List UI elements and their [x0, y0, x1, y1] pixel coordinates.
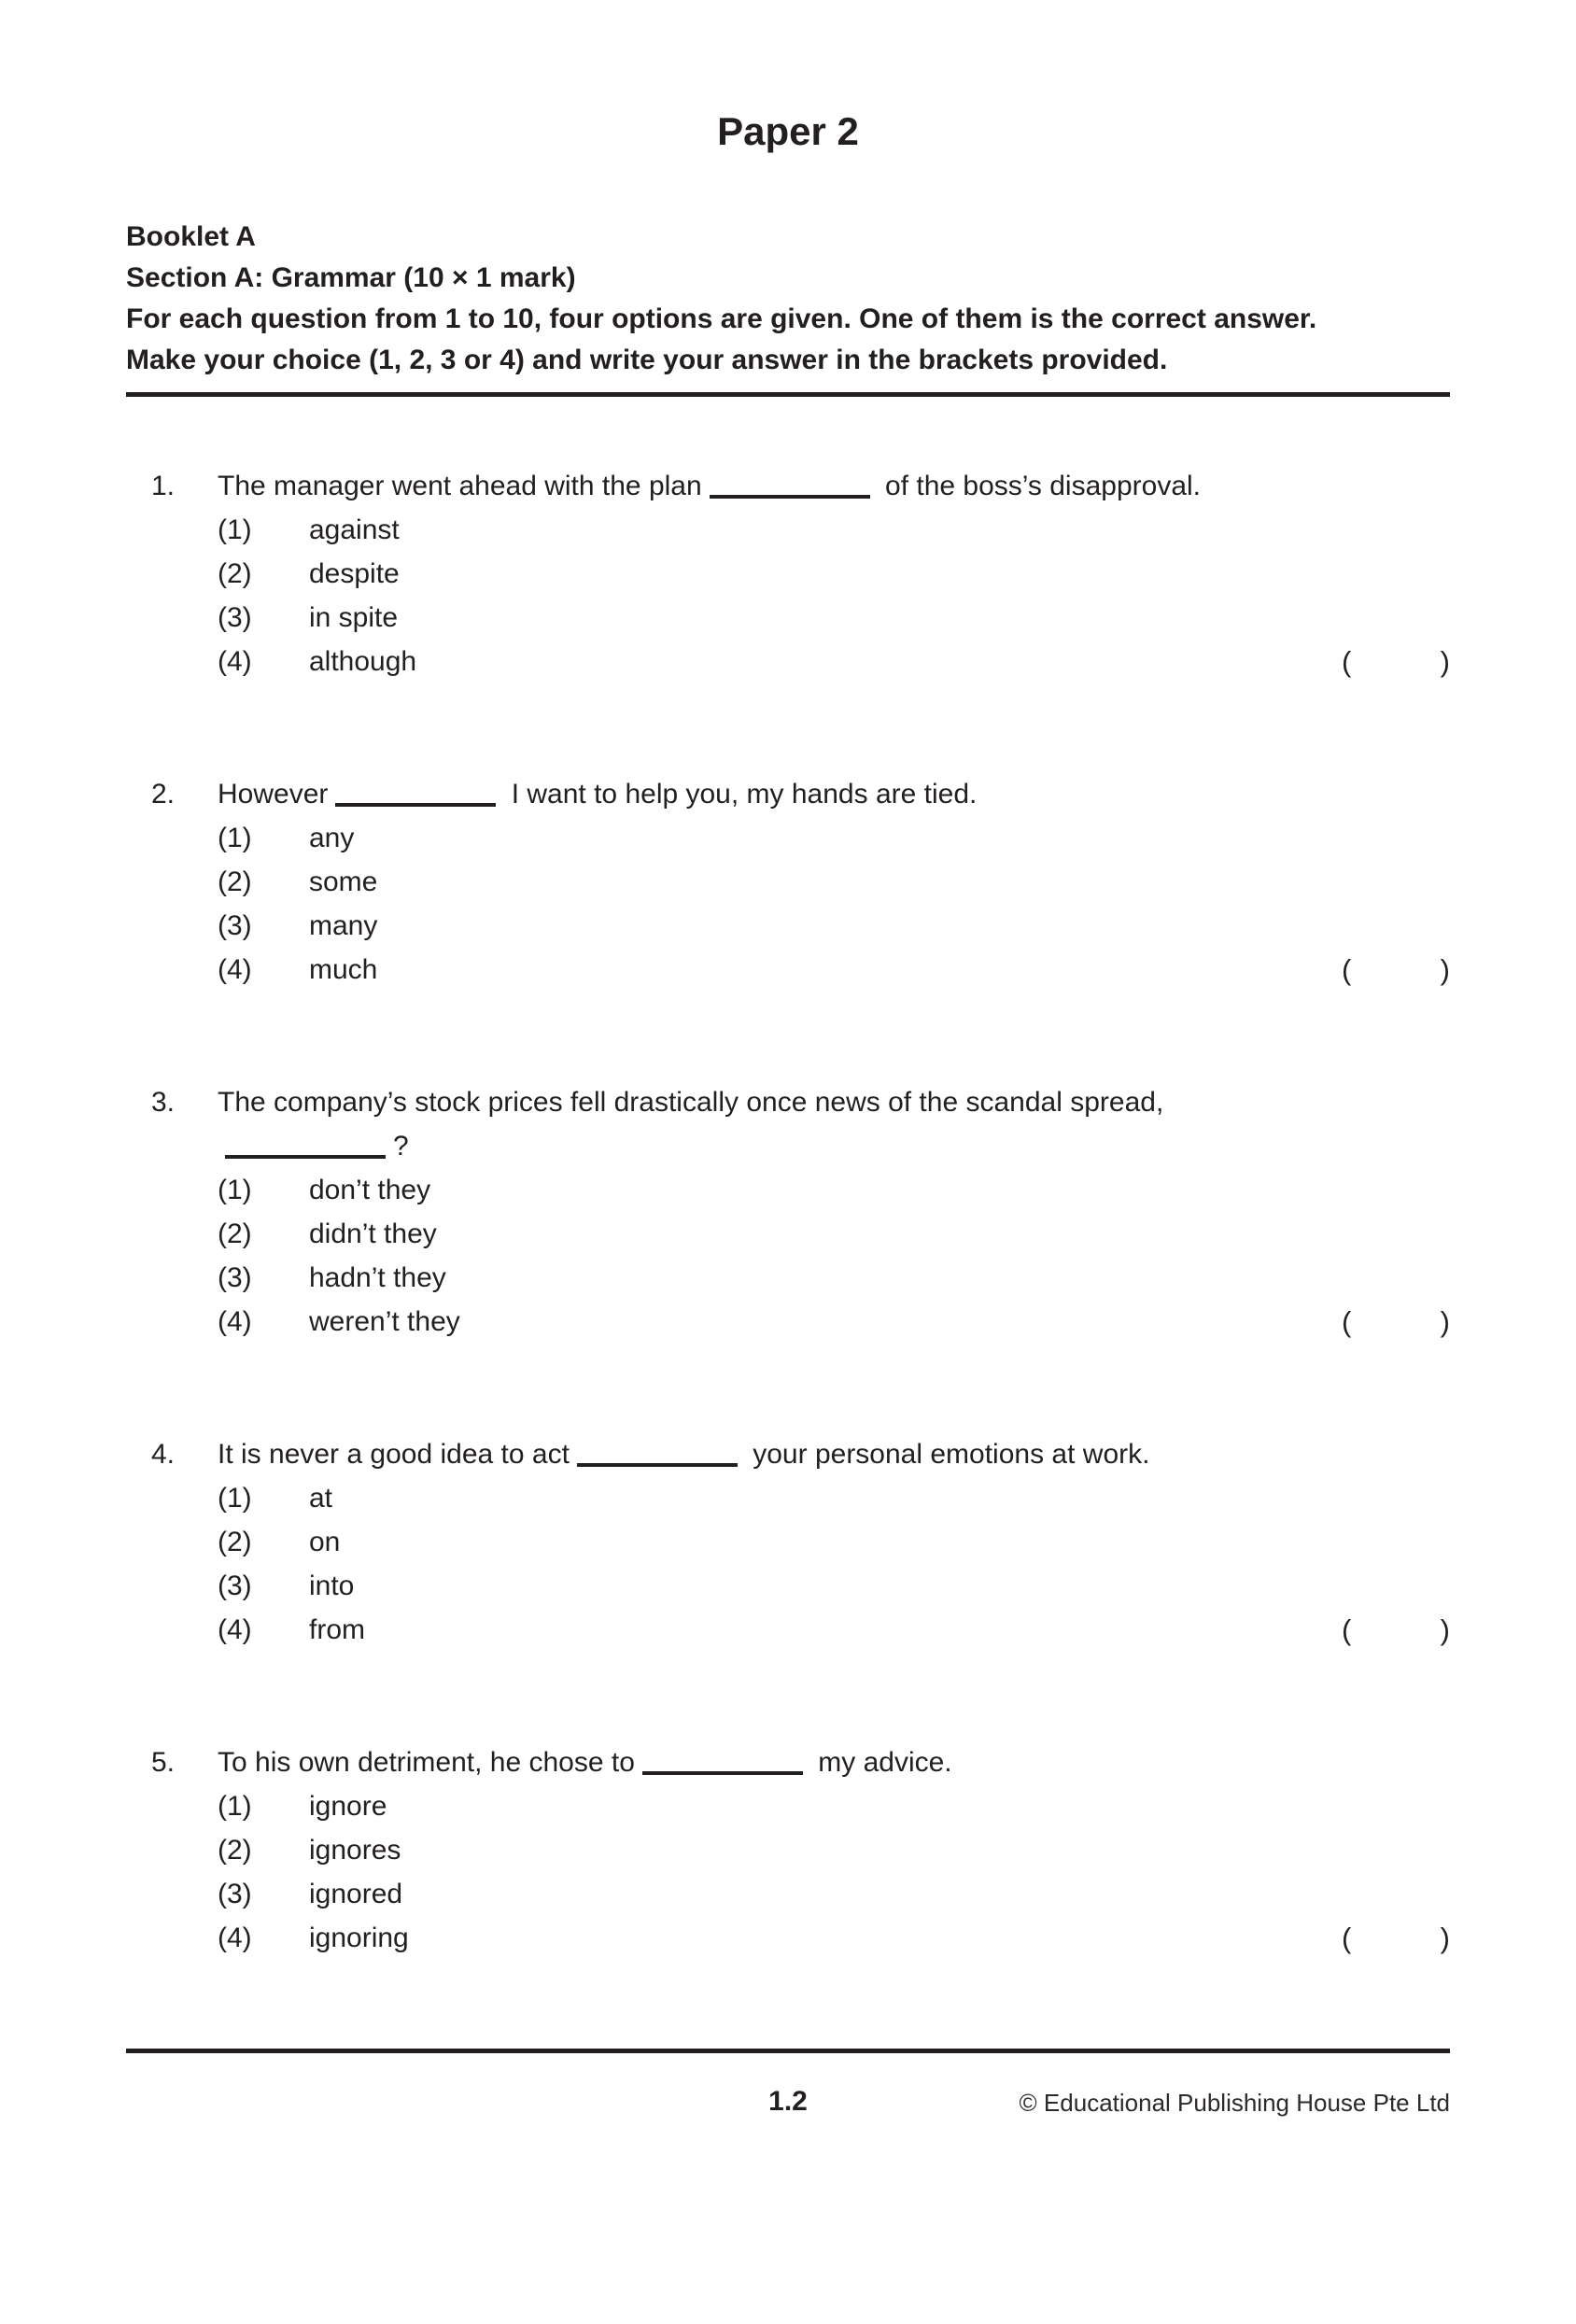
option-row	[218, 596, 1450, 640]
option-text: although	[309, 646, 417, 678]
option-row	[218, 1168, 1450, 1212]
bracket-close: )	[1440, 645, 1450, 679]
page-footer	[126, 2085, 1450, 2119]
bracket-open: (	[1342, 1305, 1352, 1339]
option-row	[218, 1212, 1450, 1256]
option-row	[218, 508, 1450, 552]
option-number: (4)	[218, 1923, 252, 1954]
option-number: (4)	[218, 646, 252, 678]
option-number: (2)	[218, 1527, 252, 1558]
option-number: (4)	[218, 1306, 252, 1338]
exam-page	[0, 108, 1576, 2119]
option-number: (3)	[218, 910, 252, 942]
option-row	[218, 1916, 1450, 1960]
answer-brackets	[1342, 1916, 1450, 1960]
questions	[126, 464, 1450, 1960]
option-text: ignored	[309, 1879, 403, 1910]
section-label: Section A: Grammar (10 × 1 mark)	[126, 262, 576, 294]
answer-blank	[642, 1745, 803, 1775]
question-body	[218, 1740, 1450, 1960]
option-number: (3)	[218, 602, 252, 634]
option-number: (1)	[218, 823, 252, 854]
question-text: ?	[218, 1124, 1450, 1168]
option-row	[218, 1564, 1450, 1608]
answer-brackets	[1342, 948, 1450, 992]
answer-brackets	[1342, 640, 1450, 683]
answer-blank	[335, 777, 496, 807]
option-row	[218, 1872, 1450, 1916]
option-number: (1)	[218, 1791, 252, 1823]
option-row	[218, 640, 1450, 683]
section-divider	[126, 392, 1450, 397]
option-number: (3)	[218, 1262, 252, 1294]
question-number: 2.	[151, 779, 176, 810]
bracket-close: )	[1440, 953, 1450, 987]
option-text: ignores	[309, 1835, 401, 1866]
option-row	[218, 552, 1450, 596]
question-body	[218, 1432, 1450, 1652]
answer-brackets	[1342, 1300, 1450, 1344]
footer-divider	[126, 2049, 1450, 2053]
option-number: (4)	[218, 1614, 252, 1646]
option-row	[218, 1300, 1450, 1344]
option-row	[218, 1608, 1450, 1652]
option-text: ignore	[309, 1791, 387, 1823]
question	[126, 464, 1450, 683]
option-row	[218, 1828, 1450, 1872]
copyright-notice: © Educational Publishing House Pte Ltd	[1019, 2089, 1450, 2118]
bracket-open: (	[1342, 1922, 1352, 1955]
option-number: (1)	[218, 514, 252, 546]
bracket-close: )	[1440, 1922, 1450, 1955]
option-number: (3)	[218, 1570, 252, 1602]
answer-brackets	[1342, 1608, 1450, 1652]
question-body	[218, 464, 1450, 683]
option-number: (2)	[218, 1835, 252, 1866]
option-text: don’t they	[309, 1175, 431, 1206]
page-title: Paper 2	[717, 109, 859, 153]
question	[126, 1740, 1450, 1960]
option-number: (2)	[218, 1218, 252, 1250]
option-text: ignoring	[309, 1923, 409, 1954]
option-text: hadn’t they	[309, 1262, 446, 1294]
option-text: on	[309, 1527, 341, 1558]
question-text: It is never a good idea to act your personal emotions at work.	[218, 1439, 1150, 1471]
option-text: weren’t they	[309, 1306, 460, 1338]
option-text: many	[309, 910, 378, 942]
question-body	[218, 1080, 1450, 1344]
question-text: The manager went ahead with the plan of the boss’s disapproval.	[218, 471, 1201, 502]
option-row	[218, 948, 1450, 992]
option-number: (1)	[218, 1483, 252, 1514]
question-text: To his own detriment, he chose to my advice.	[218, 1747, 952, 1779]
instruction-line-1: For each question from 1 to 10, four options are given. One of them is the correct answer.	[126, 303, 1317, 335]
option-text: any	[309, 823, 355, 854]
option-row	[218, 1520, 1450, 1564]
page-number: 1.2	[768, 2086, 808, 2118]
option-number: (4)	[218, 954, 252, 986]
question-number: 3.	[151, 1087, 176, 1119]
question-text: However I want to help you, my hands are tied.	[218, 779, 978, 810]
bracket-close: )	[1440, 1613, 1450, 1647]
option-text: didn’t they	[309, 1218, 437, 1250]
option-number: (2)	[218, 866, 252, 898]
question-number: 1.	[151, 471, 176, 502]
answer-blank	[710, 469, 870, 499]
question	[126, 1432, 1450, 1652]
question	[126, 1080, 1450, 1344]
option-text: despite	[309, 558, 400, 590]
section-header	[126, 217, 1450, 381]
option-text: against	[309, 514, 400, 546]
option-text: much	[309, 954, 378, 986]
option-number: (1)	[218, 1175, 252, 1206]
question-body	[218, 772, 1450, 992]
question-text: The company’s stock prices fell drastically once news of the scandal spread,	[218, 1087, 1164, 1119]
question	[126, 772, 1450, 992]
option-number: (3)	[218, 1879, 252, 1910]
bracket-open: (	[1342, 645, 1352, 679]
option-text: into	[309, 1570, 355, 1602]
option-row	[218, 816, 1450, 860]
question-number: 5.	[151, 1747, 176, 1779]
option-row	[218, 1256, 1450, 1300]
option-row	[218, 1476, 1450, 1520]
instruction-line-2: Make your choice (1, 2, 3 or 4) and write your answer in the brackets provided.	[126, 345, 1168, 376]
option-row	[218, 1784, 1450, 1828]
option-text: some	[309, 866, 378, 898]
bracket-open: (	[1342, 1613, 1352, 1647]
option-number: (2)	[218, 558, 252, 590]
option-text: at	[309, 1483, 333, 1514]
option-row	[218, 860, 1450, 904]
question-number: 4.	[151, 1439, 176, 1471]
option-text: from	[309, 1614, 365, 1646]
option-text: in spite	[309, 602, 399, 634]
option-row	[218, 904, 1450, 948]
booklet-label: Booklet A	[126, 221, 256, 253]
bracket-close: )	[1440, 1305, 1450, 1339]
answer-blank	[225, 1129, 386, 1159]
bracket-open: (	[1342, 953, 1352, 987]
answer-blank	[577, 1437, 738, 1467]
